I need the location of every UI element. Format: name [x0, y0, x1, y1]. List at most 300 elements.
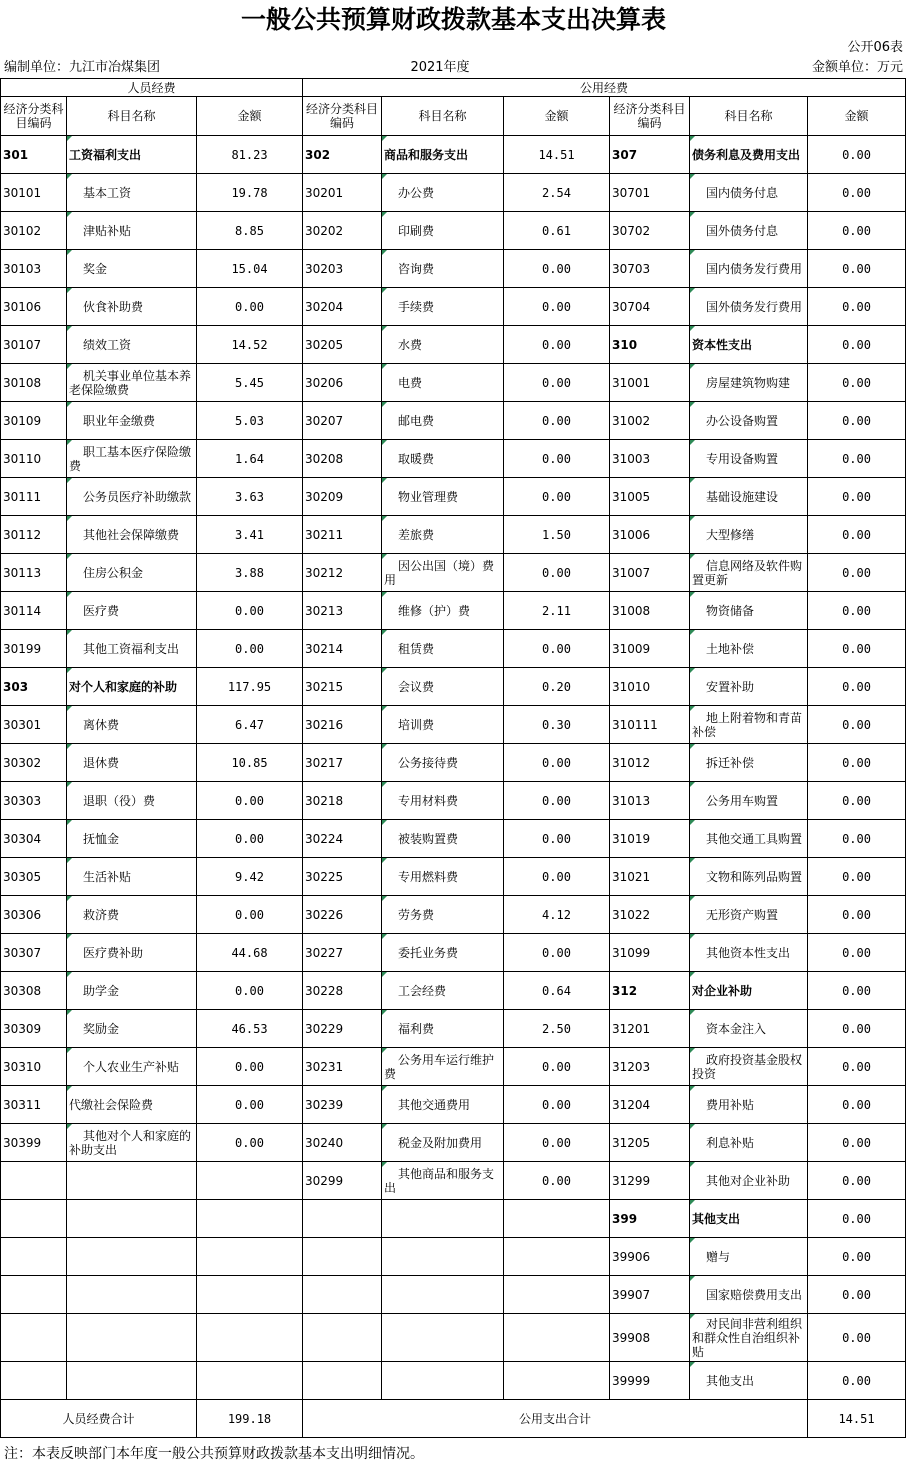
item-name	[382, 1200, 504, 1238]
table-row	[1, 1200, 906, 1238]
table-row	[1, 288, 906, 326]
item-name	[382, 630, 504, 668]
table-row	[1, 1276, 906, 1314]
item-amount: 0.00	[808, 402, 906, 440]
item-amount: 19.78	[197, 174, 303, 212]
item-name-text: 公务用车购置	[706, 793, 779, 808]
item-name-text: 政府投资基金股权投资	[692, 1052, 803, 1081]
item-amount: 0.00	[808, 554, 906, 592]
item-name	[690, 1010, 808, 1048]
item-amount: 0.00	[808, 1314, 906, 1362]
table-row	[1, 706, 906, 744]
item-name	[382, 250, 504, 288]
col-code-header: 经济分类科目编码	[303, 97, 382, 136]
item-name	[67, 136, 197, 174]
item-name	[690, 592, 808, 630]
item-amount	[504, 1314, 610, 1362]
item-code: 31204	[610, 1086, 690, 1124]
footnote: 注：本表反映部门本年度一般公共预算财政拨款基本支出明细情况。	[4, 1446, 424, 1462]
item-code: 31009	[610, 630, 690, 668]
item-amount: 14.52	[197, 326, 303, 364]
item-name	[382, 288, 504, 326]
item-amount: 0.00	[808, 1124, 906, 1162]
item-name	[67, 668, 197, 706]
item-name	[67, 326, 197, 364]
item-amount: 0.00	[197, 896, 303, 934]
item-code: 303	[1, 668, 67, 706]
item-name	[67, 516, 197, 554]
item-amount: 14.51	[504, 136, 610, 174]
item-name	[690, 972, 808, 1010]
item-amount: 0.00	[808, 1200, 906, 1238]
item-name-text: 对民间非营利组织和群众性自治组织补贴	[692, 1316, 803, 1359]
item-amount: 0.00	[504, 934, 610, 972]
item-name-text: 退休费	[83, 755, 120, 770]
item-name-text: 专用设备购置	[706, 451, 779, 466]
item-name	[67, 1238, 197, 1276]
item-amount: 3.88	[197, 554, 303, 592]
table-row	[1, 136, 906, 174]
item-amount: 0.00	[504, 782, 610, 820]
table-row	[1, 478, 906, 516]
item-name-text: 国内债务付息	[706, 185, 779, 200]
expenditure-table	[0, 78, 906, 1438]
table-row	[1, 1086, 906, 1124]
table-row	[1, 326, 906, 364]
item-code: 30111	[1, 478, 67, 516]
table-row	[1, 174, 906, 212]
item-amount: 0.20	[504, 668, 610, 706]
item-code: 30304	[1, 820, 67, 858]
item-amount: 0.00	[197, 592, 303, 630]
item-code: 30227	[303, 934, 382, 972]
item-name-text: 资本性支出	[692, 337, 753, 352]
item-name	[67, 782, 197, 820]
item-name	[67, 896, 197, 934]
item-name-text: 维修（护）费	[398, 603, 471, 618]
item-name	[382, 972, 504, 1010]
item-amount: 0.00	[504, 250, 610, 288]
item-amount: 0.30	[504, 706, 610, 744]
item-code: 30225	[303, 858, 382, 896]
item-name	[67, 592, 197, 630]
item-code: 312	[610, 972, 690, 1010]
item-code: 30207	[303, 402, 382, 440]
table-row	[1, 858, 906, 896]
item-code: 31021	[610, 858, 690, 896]
item-name	[67, 250, 197, 288]
item-code: 30229	[303, 1010, 382, 1048]
table-row	[1, 782, 906, 820]
table-row	[1, 402, 906, 440]
item-name-text: 绩效工资	[83, 337, 132, 352]
item-code: 31008	[610, 592, 690, 630]
item-amount: 0.00	[504, 402, 610, 440]
table-row	[1, 1162, 906, 1200]
item-amount: 0.00	[197, 1048, 303, 1086]
item-name-text: 商品和服务支出	[384, 147, 469, 162]
item-name	[690, 326, 808, 364]
item-name	[67, 744, 197, 782]
table-row	[1, 934, 906, 972]
item-amount: 3.41	[197, 516, 303, 554]
col-code-header: 经济分类科目编码	[1, 97, 67, 136]
item-code: 30231	[303, 1048, 382, 1086]
item-amount: 0.00	[808, 174, 906, 212]
item-amount: 0.00	[808, 782, 906, 820]
item-name-text: 其他对企业补助	[706, 1173, 791, 1188]
total-personnel-label: 人员经费合计	[1, 1400, 197, 1438]
item-code: 30218	[303, 782, 382, 820]
item-name	[382, 174, 504, 212]
item-code: 31203	[610, 1048, 690, 1086]
item-code: 30224	[303, 820, 382, 858]
item-amount: 0.00	[504, 478, 610, 516]
item-code: 39908	[610, 1314, 690, 1362]
item-name	[690, 1048, 808, 1086]
item-code: 31205	[610, 1124, 690, 1162]
item-name	[690, 934, 808, 972]
item-name-text: 租赁费	[398, 641, 435, 656]
item-amount: 81.23	[197, 136, 303, 174]
item-name	[690, 820, 808, 858]
item-code	[1, 1162, 67, 1200]
item-code: 30701	[610, 174, 690, 212]
item-amount: 8.85	[197, 212, 303, 250]
item-name	[690, 668, 808, 706]
item-amount: 0.00	[808, 136, 906, 174]
item-name-text: 其他资本性支出	[706, 945, 791, 960]
item-amount: 0.00	[504, 1086, 610, 1124]
item-amount: 0.00	[504, 440, 610, 478]
item-name-text: 代缴社会保险费	[69, 1097, 154, 1112]
item-code: 30399	[1, 1124, 67, 1162]
item-amount: 0.00	[808, 858, 906, 896]
item-name-text: 其他工资福利支出	[83, 641, 180, 656]
item-amount: 0.00	[504, 364, 610, 402]
item-code: 302	[303, 136, 382, 174]
item-code: 31019	[610, 820, 690, 858]
item-name	[382, 706, 504, 744]
item-code: 30228	[303, 972, 382, 1010]
item-code	[303, 1276, 382, 1314]
item-name-text: 邮电费	[398, 413, 435, 428]
item-code: 30103	[1, 250, 67, 288]
item-name-text: 公务员医疗补助缴款	[83, 489, 192, 504]
form-number-line	[0, 38, 907, 58]
item-name-text: 手续费	[398, 299, 435, 314]
item-amount: 0.00	[808, 592, 906, 630]
item-amount: 4.12	[504, 896, 610, 934]
item-code: 30308	[1, 972, 67, 1010]
item-code: 31013	[610, 782, 690, 820]
item-code: 30299	[303, 1162, 382, 1200]
item-code: 30202	[303, 212, 382, 250]
item-name-text: 其他交通工具购置	[706, 831, 803, 846]
item-amount: 1.64	[197, 440, 303, 478]
item-name	[690, 630, 808, 668]
item-amount: 2.50	[504, 1010, 610, 1048]
item-code: 30113	[1, 554, 67, 592]
item-code	[303, 1238, 382, 1276]
item-name-text: 工会经费	[398, 983, 447, 998]
item-name	[67, 630, 197, 668]
item-code: 307	[610, 136, 690, 174]
item-code: 31201	[610, 1010, 690, 1048]
item-code: 30208	[303, 440, 382, 478]
item-amount	[504, 1362, 610, 1400]
item-amount: 0.00	[808, 326, 906, 364]
item-name	[690, 250, 808, 288]
item-name-text: 文物和陈列品购置	[706, 869, 803, 884]
item-amount: 5.03	[197, 402, 303, 440]
item-code: 30704	[610, 288, 690, 326]
item-code: 30199	[1, 630, 67, 668]
item-code: 30306	[1, 896, 67, 934]
item-amount: 5.45	[197, 364, 303, 402]
item-code	[303, 1362, 382, 1400]
item-name	[690, 858, 808, 896]
table-row	[1, 1010, 906, 1048]
item-name	[67, 1200, 197, 1238]
item-amount: 15.04	[197, 250, 303, 288]
item-amount: 0.00	[197, 630, 303, 668]
item-name	[382, 364, 504, 402]
item-code: 31002	[610, 402, 690, 440]
item-name-text: 国外债务付息	[706, 223, 779, 238]
item-name	[690, 744, 808, 782]
item-name-text: 抚恤金	[83, 831, 120, 846]
item-code: 30215	[303, 668, 382, 706]
item-name-text: 委托业务费	[398, 945, 459, 960]
item-amount: 0.00	[808, 1362, 906, 1400]
item-amount	[197, 1362, 303, 1400]
item-code: 30107	[1, 326, 67, 364]
item-name-text: 离休费	[83, 717, 120, 732]
item-name-text: 机关事业单位基本养老保险缴费	[69, 368, 192, 397]
item-name-text: 水费	[398, 337, 423, 352]
item-amount: 0.00	[504, 288, 610, 326]
item-name	[382, 744, 504, 782]
item-name-text: 津贴补贴	[83, 223, 132, 238]
item-name	[67, 1276, 197, 1314]
item-name	[67, 1010, 197, 1048]
item-name	[690, 364, 808, 402]
item-code: 31022	[610, 896, 690, 934]
table-row	[1, 1238, 906, 1276]
item-amount: 0.00	[504, 1124, 610, 1162]
item-name	[690, 1276, 808, 1314]
item-name-text: 差旅费	[398, 527, 435, 542]
item-name-text: 公务接待费	[398, 755, 459, 770]
col-name-header: 科目名称	[67, 97, 197, 136]
item-name-text: 大型修缮	[706, 527, 755, 542]
col-name-header: 科目名称	[382, 97, 504, 136]
item-amount: 0.00	[808, 744, 906, 782]
item-name	[382, 212, 504, 250]
col-name-header: 科目名称	[690, 97, 808, 136]
item-name-text: 救济费	[83, 907, 120, 922]
item-name-text: 赠与	[706, 1249, 731, 1264]
item-code: 30206	[303, 364, 382, 402]
item-name	[67, 934, 197, 972]
item-name	[382, 554, 504, 592]
item-name-text: 房屋建筑物购建	[706, 375, 791, 390]
item-name	[67, 1124, 197, 1162]
item-code: 30101	[1, 174, 67, 212]
item-amount: 6.47	[197, 706, 303, 744]
item-amount: 0.00	[197, 288, 303, 326]
item-code: 31006	[610, 516, 690, 554]
item-code: 39907	[610, 1276, 690, 1314]
item-name-text: 其他对个人和家庭的补助支出	[69, 1128, 192, 1157]
item-name	[67, 1314, 197, 1362]
section-public: 公用经费	[303, 79, 906, 97]
section-personnel: 人员经费	[1, 79, 303, 97]
item-name-text: 基本工资	[83, 185, 132, 200]
table-row	[1, 1048, 906, 1086]
item-name	[67, 972, 197, 1010]
item-amount: 10.85	[197, 744, 303, 782]
item-code: 31099	[610, 934, 690, 972]
item-code: 30108	[1, 364, 67, 402]
item-name-text: 奖励金	[83, 1021, 120, 1036]
item-name	[690, 1238, 808, 1276]
item-amount	[197, 1314, 303, 1362]
item-name	[690, 136, 808, 174]
item-amount: 0.64	[504, 972, 610, 1010]
item-code: 30702	[610, 212, 690, 250]
table-row	[1, 554, 906, 592]
item-name-text: 利息补贴	[706, 1135, 755, 1150]
item-amount: 0.00	[808, 706, 906, 744]
item-code: 30102	[1, 212, 67, 250]
item-code: 30302	[1, 744, 67, 782]
table-row	[1, 972, 906, 1010]
table-row	[1, 212, 906, 250]
item-name-text: 拆迁补偿	[706, 755, 755, 770]
item-amount: 44.68	[197, 934, 303, 972]
item-name-text: 其他支出	[692, 1211, 741, 1226]
item-amount: 117.95	[197, 668, 303, 706]
item-name	[382, 1124, 504, 1162]
item-name-text: 取暖费	[398, 451, 435, 466]
col-amount-header: 金额	[808, 97, 906, 136]
item-code: 30301	[1, 706, 67, 744]
item-name-text: 医疗费	[83, 603, 120, 618]
item-name	[67, 820, 197, 858]
item-code: 30112	[1, 516, 67, 554]
meta-line	[0, 58, 907, 78]
item-name-text: 地上附着物和青苗补偿	[692, 710, 803, 739]
item-amount: 46.53	[197, 1010, 303, 1048]
item-amount: 0.00	[808, 1276, 906, 1314]
item-code: 310	[610, 326, 690, 364]
item-name-text: 职业年金缴费	[83, 413, 156, 428]
table-body	[1, 79, 906, 1438]
item-code: 30311	[1, 1086, 67, 1124]
item-name	[690, 1314, 808, 1362]
item-amount: 0.00	[808, 1010, 906, 1048]
item-code: 30240	[303, 1124, 382, 1162]
item-name	[67, 440, 197, 478]
item-code: 30211	[303, 516, 382, 554]
item-amount: 0.00	[504, 326, 610, 364]
item-name	[382, 1010, 504, 1048]
item-amount: 0.00	[504, 1162, 610, 1200]
item-amount: 0.00	[808, 820, 906, 858]
item-name	[67, 212, 197, 250]
item-code	[1, 1362, 67, 1400]
item-name	[382, 1362, 504, 1400]
item-name	[67, 478, 197, 516]
table-row	[1, 668, 906, 706]
item-code: 30214	[303, 630, 382, 668]
item-name	[382, 1086, 504, 1124]
item-amount: 0.00	[808, 630, 906, 668]
item-name-text: 无形资产购置	[706, 907, 779, 922]
item-name-text: 助学金	[83, 983, 120, 998]
item-amount	[504, 1276, 610, 1314]
item-name-text: 工资福利支出	[69, 147, 142, 162]
item-name-text: 安置补助	[706, 679, 755, 694]
item-name-text: 公务用车运行维护费	[384, 1052, 495, 1081]
item-name-text: 土地补偿	[706, 641, 755, 656]
table-row	[1, 440, 906, 478]
table-row	[1, 630, 906, 668]
item-name-text: 被装购置费	[398, 831, 459, 846]
item-amount: 9.42	[197, 858, 303, 896]
item-amount: 0.00	[808, 1238, 906, 1276]
item-code: 30239	[303, 1086, 382, 1124]
col-code-header: 经济分类科目编码	[610, 97, 690, 136]
item-code: 39906	[610, 1238, 690, 1276]
item-name	[690, 516, 808, 554]
item-name-text: 其他支出	[706, 1373, 755, 1388]
item-name-text: 职工基本医疗保险缴费	[69, 444, 192, 473]
page-title: 一般公共预算财政拨款基本支出决算表	[240, 5, 666, 34]
item-name	[690, 782, 808, 820]
total-row	[1, 1400, 906, 1438]
item-name-text: 国外债务发行费用	[706, 299, 803, 314]
item-amount: 0.00	[808, 1162, 906, 1200]
item-amount: 0.00	[197, 1124, 303, 1162]
item-name	[67, 174, 197, 212]
item-code: 30201	[303, 174, 382, 212]
item-name-text: 劳务费	[398, 907, 435, 922]
item-name	[67, 554, 197, 592]
item-amount	[197, 1162, 303, 1200]
item-name	[690, 1124, 808, 1162]
item-code	[303, 1314, 382, 1362]
item-amount	[197, 1200, 303, 1238]
item-amount	[197, 1238, 303, 1276]
item-name	[382, 1162, 504, 1200]
item-amount: 0.61	[504, 212, 610, 250]
item-amount: 0.00	[808, 478, 906, 516]
item-name-text: 退职（役）费	[83, 793, 156, 808]
item-code: 30204	[303, 288, 382, 326]
item-name	[67, 364, 197, 402]
item-name	[690, 212, 808, 250]
item-name-text: 物资储备	[706, 603, 755, 618]
item-name-text: 债务利息及费用支出	[692, 147, 801, 162]
item-amount: 0.00	[808, 1048, 906, 1086]
item-name	[67, 288, 197, 326]
item-name	[382, 1238, 504, 1276]
item-name	[690, 174, 808, 212]
item-name	[690, 478, 808, 516]
